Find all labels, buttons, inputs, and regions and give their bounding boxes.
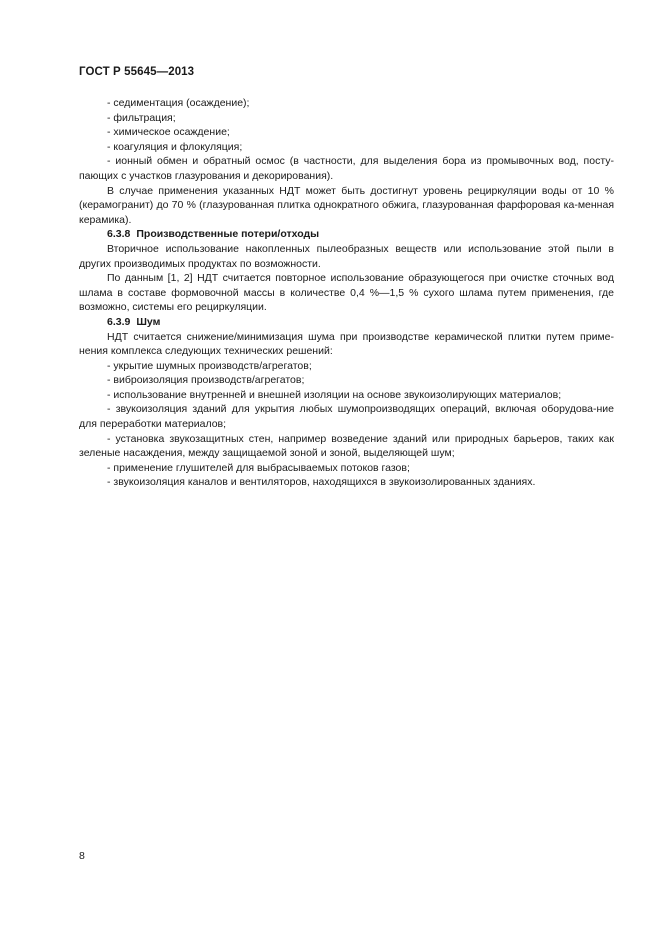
list-item: - химическое осаждение;	[107, 126, 230, 139]
section-heading	[79, 315, 614, 330]
list-item: - коагуляция и флокуляция;	[107, 140, 243, 153]
section-number: 6.3.8	[107, 228, 131, 241]
paragraph: НДТ считается снижение/минимизация шума при производстве керамической плитки путем приме-нения комплекса следующих технических решений:	[79, 330, 614, 358]
section-number: 6.3.9	[107, 315, 131, 328]
paragraph: В случае применения указанных НДТ может быть достигнут уровень рециркуляции воды от 10 % (керамогранит) до 70 % (глазурованная плитка однократного обжига, глазурованная фарфоровая ка-менная керамика).	[79, 184, 614, 226]
list-item: - укрытие шумных производств/агрегатов;	[107, 359, 312, 372]
list-item: - ионный обмен и обратный осмос (в частности, для выделения бора из промывочных вод, посту-пающих с участков глазурования и декорирования).	[79, 155, 614, 182]
list-item: - звукоизоляция зданий для укрытия любых шумопроизводящих операций, включая оборудова-ние для переработки материалов;	[79, 403, 614, 431]
list-item: - фильтрация;	[107, 111, 176, 124]
document-id: ГОСТ Р 55645—2013	[79, 66, 195, 78]
section-title: Шум	[136, 315, 161, 328]
paragraph: По данным [1, 2] НДТ считается повторное использование образующегося при очистке сточных вод шлама в составе формовочной массы в количестве 0,4 %—1,5 % сухого шлама путем применения, где возможно, системы его рециркуляции.	[79, 272, 614, 314]
list-item: - установка звукозащитных стен, например возведение зданий или природных барьеров, таких как зеленые насаждения, между защищаемой зоной и зоной, выделяющей шум;	[79, 432, 614, 460]
page-number: 8	[79, 850, 85, 862]
list-item: - применение глушителей для выбрасываемых потоков газов;	[107, 461, 410, 474]
paragraph: Вторичное использование накопленных пылеобразных веществ или использование этой пыли в других производимых продуктах по возможности.	[79, 242, 614, 270]
document-body	[79, 96, 614, 490]
list-item: - использование внутренней и внешней изоляции на основе звукоизолирующих материалов;	[107, 388, 562, 401]
section-heading	[79, 227, 614, 242]
section-title: Производственные потери/отходы	[136, 228, 320, 241]
list-item: - звукоизоляция каналов и вентиляторов, находящихся в звукоизолированных зданиях.	[107, 476, 536, 489]
list-item: - седиментация (осаждение);	[107, 97, 250, 109]
list-item: - виброизоляция производств/агрегатов;	[107, 374, 305, 387]
